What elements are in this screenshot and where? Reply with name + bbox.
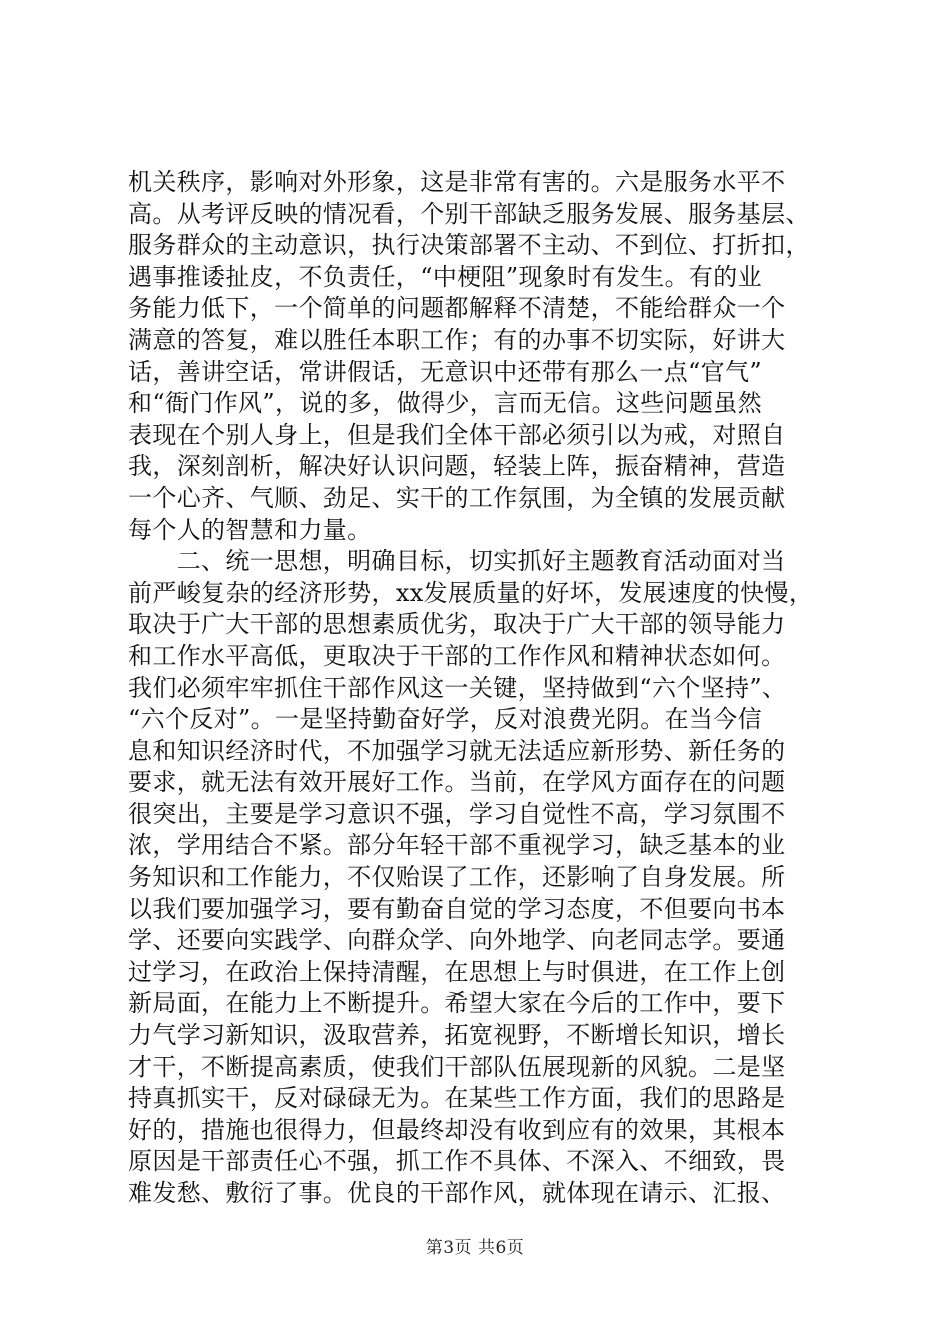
page-footer (0, 1233, 950, 1258)
text-line-7: 话，善讲空话，常讲假话，无意识中还带有那么一点“官气” (128, 357, 762, 386)
text-line-5: 务能力低下，一个简单的问题都解释不清楚，不能给群众一个 (128, 294, 786, 323)
text-line-31: 好的，措施也很得力，但最终却没有收到应有的效果，其根本 (128, 1115, 786, 1144)
text-line-32: 原因是干部责任心不强，抓工作不具体、不深入、不细致，畏 (128, 1147, 786, 1176)
text-line-10: 我，深刻剖析，解决好认识问题，轻装上阵，振奋精神，营造 (128, 452, 786, 481)
text-line-24: 以我们要加强学习，要有勤奋自觉的学习态度，不但要向书本 (128, 894, 786, 923)
text-line-28: 力气学习新知识，汲取营养，拓宽视野，不断增长知识，增长 (128, 1021, 786, 1050)
text-line-11: 一个心齐、气顺、劲足、实干的工作氛围，为全镇的发展贡献 (128, 483, 786, 512)
text-line-23: 务知识和工作能力，不仅贻误了工作，还影响了自身发展。所 (128, 863, 786, 892)
page-number-label: 第3页 共6页 (425, 1238, 525, 1258)
text-line-25: 学、还要向实践学、向群众学、向外地学、向老同志学。要通 (128, 926, 786, 955)
text-line-21: 很突出，主要是学习意识不强，学习自觉性不高，学习氛围不 (128, 799, 786, 828)
text-line-18: “六个反对”。一是坚持勤奋好学，反对浪费光阴。在当今信 (128, 705, 762, 734)
text-line-3: 服务群众的主动意识，执行决策部署不主动、不到位、打折扣， (128, 231, 810, 260)
text-line-30: 持真抓实干，反对碌碌无为。在某些工作方面，我们的思路是 (128, 1084, 786, 1113)
text-line-20: 要求，就无法有效开展好工作。当前，在学风方面存在的问题 (128, 768, 786, 797)
text-line-16: 和工作水平高低，更取决于干部的工作作风和精神状态如何。 (128, 641, 786, 670)
text-line-15: 取决于广大干部的思想素质优劣，取决于广大干部的领导能力 (128, 610, 786, 639)
text-line-22: 浓，学用结合不紧。部分年轻干部不重视学习，缺乏基本的业 (128, 831, 786, 860)
text-line-29: 才干，不断提高素质，使我们干部队伍展现新的风貌。二是坚 (128, 1052, 786, 1081)
text-line-8: 和“衙门作风”，说的多，做得少，言而无信。这些问题虽然 (128, 389, 762, 418)
text-line-6: 满意的答复，难以胜任本职工作；有的办事不切实际，好讲大 (128, 325, 786, 354)
text-line-14: 前严峻复杂的经济形势，xx发展质量的好坏，发展速度的快慢， (128, 578, 814, 607)
text-line-19: 息和知识经济时代，不加强学习就无法适应新形势、新任务的 (128, 736, 786, 765)
text-line-4: 遇事推诿扯皮，不负责任，“中梗阻”现象时有发生。有的业 (128, 262, 762, 291)
text-line-13: 二、统一思想，明确目标，切实抓好主题教育活动面对当 (128, 547, 786, 576)
text-line-9: 表现在个别人身上，但是我们全体干部必须引以为戒，对照自 (128, 420, 786, 449)
text-line-12: 每个人的智慧和力量。 (128, 515, 372, 544)
text-line-26: 过学习，在政治上保持清醒，在思想上与时俱进，在工作上创 (128, 957, 786, 986)
text-line-27: 新局面，在能力上不断提升。希望大家在今后的工作中，要下 (128, 989, 786, 1018)
text-line-2: 高。从考评反映的情况看，个别干部缺乏服务发展、服务基层、 (128, 199, 810, 228)
text-line-17: 我们必须牢牢抓住干部作风这一关键，坚持做到“六个坚持”、 (128, 673, 787, 702)
text-line-1: 机关秩序，影响对外形象，这是非常有害的。六是服务水平不 (128, 168, 786, 196)
text-line-33: 难发愁、敷衍了事。优良的干部作风，就体现在请示、汇报、 (128, 1179, 786, 1207)
document-body (128, 167, 868, 1210)
